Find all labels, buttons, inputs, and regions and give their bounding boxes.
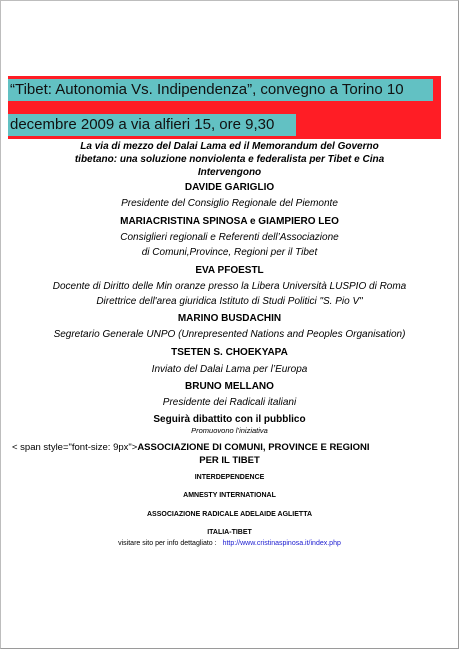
document-body [0,140,459,537]
main-organizer-cont: PER IL TIBET [199,455,260,466]
markup-fragment: < span style="font-size: 9px"> [12,442,138,453]
speaker-name: MARINO BUSDACHIN [177,313,282,324]
speaker-role: Segretario Generale UNPO (Unrepresented Nations and Peoples Organisation) [53,329,406,340]
speaker-name: BRUNO MELLANO [185,381,274,392]
intro-line-2: tibetano: una soluzione nonviolenta e federalista per Tibet e Cina [74,154,385,165]
organizer-item: AMNESTY INTERNATIONAL [183,492,276,499]
footer-link[interactable]: http://www.cristinaspinosa.it/index.php [222,540,341,547]
speaker-role: Presidente del Consiglio Regionale del Piemonte [121,198,338,209]
speaker-name: DAVIDE GARIGLIO [184,182,275,193]
title-line-2: decembre 2009 a via alfieri 15, ore 9,30 [8,114,296,136]
debate-note: Seguirà dibattito con il pubblico [153,414,306,425]
speaker-name: MARIACRISTINA SPINOSA e GIAMPIERO LEO [120,216,339,227]
organizer-item: ITALIA-TIBET [207,529,252,536]
speaker-role: Consiglieri regionali e Referenti dell’Associazione [120,232,339,243]
footer [0,540,459,547]
speaker-role: Inviato del Dalai Lama per l’Europa [151,364,308,375]
speaker-role: Docente di Diritto delle Min oranze presso la Libera Università LUSPIO di Roma [52,281,407,292]
organizer-item: ASSOCIAZIONE RADICALE ADELAIDE AGLIETTA [146,511,313,518]
promoter-label: Promuovono l’iniziativa [191,426,268,435]
speaker-name: TSETEN S. CHOEKYAPA [171,347,288,358]
organizer-item: INTERDEPENDENCE [194,474,265,481]
speaker-name: EVA PFOESTL [195,265,264,276]
footer-label: visitare sito per info dettagliato : [118,540,217,547]
speaker-role: Presidente dei Radicali italiani [162,397,297,408]
intro-heading: Intervengono [197,167,262,178]
intro-line-1: La via di mezzo del Dalai Lama ed il Memorandum del Governo [80,141,379,152]
main-organizer-name: ASSOCIAZIONE DI COMUNI, PROVINCE E REGIONI [137,442,370,453]
speaker-role: di Comuni,Province, Regioni per il Tibet [141,247,318,258]
speaker-role: Direttrice dell'area giuridica Istituto di Studi Politici "S. Pio V" [96,296,363,307]
main-organizer-line [0,441,459,454]
title-line-1: “Tibet: Autonomia Vs. Indipendenza”, convegno a Torino 10 [8,79,433,101]
